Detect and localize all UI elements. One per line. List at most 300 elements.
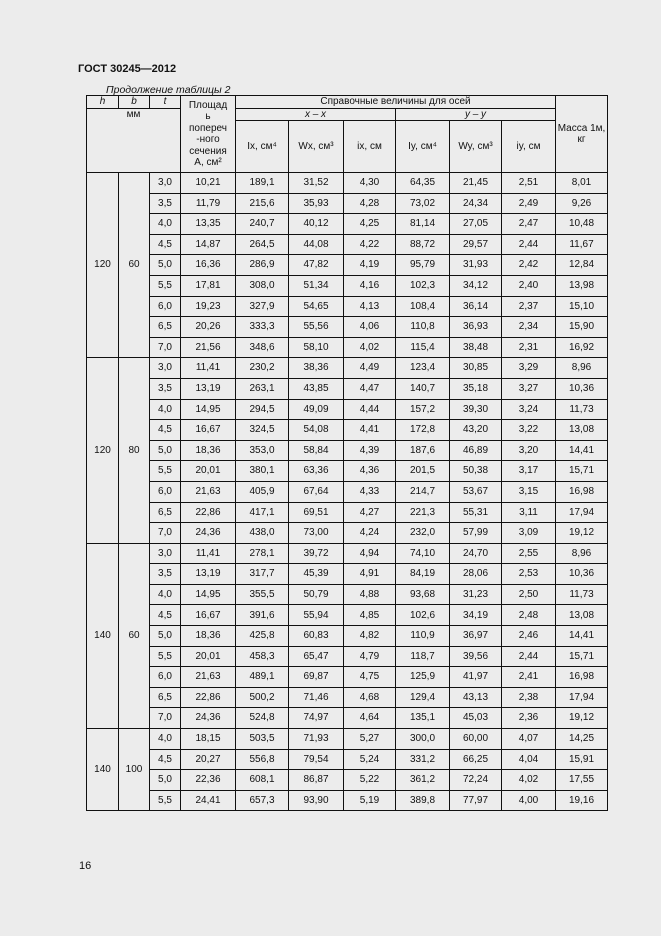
table-cell: 24,36 <box>181 523 236 544</box>
header-Wy: Wy, см³ <box>450 121 502 173</box>
table-cell: 8,01 <box>556 173 608 194</box>
table-cell: 14,41 <box>556 440 608 461</box>
header-mm: мм <box>87 108 181 173</box>
header-h: h <box>87 96 119 109</box>
table-cell: 88,72 <box>396 234 450 255</box>
table-row <box>87 317 608 338</box>
table-cell: 4,16 <box>344 275 396 296</box>
table-cell: 129,4 <box>396 687 450 708</box>
table-cell: 118,7 <box>396 646 450 667</box>
table-cell: 43,20 <box>450 420 502 441</box>
table-cell: 11,67 <box>556 234 608 255</box>
table-cell: 214,7 <box>396 481 450 502</box>
table-cell: 35,93 <box>289 193 344 214</box>
table-cell: 3,20 <box>502 440 556 461</box>
table-cell: 65,47 <box>289 646 344 667</box>
table-cell: 4,22 <box>344 234 396 255</box>
table-cell: 39,72 <box>289 543 344 564</box>
cell-h: 120 <box>87 358 119 543</box>
table-cell: 2,34 <box>502 317 556 338</box>
table-cell: 380,1 <box>236 461 289 482</box>
table-cell: 24,34 <box>450 193 502 214</box>
table-cell: 221,3 <box>396 502 450 523</box>
table-cell: 6,0 <box>150 296 181 317</box>
table-cell: 4,75 <box>344 667 396 688</box>
header-t: t <box>150 96 181 109</box>
table-cell: 417,1 <box>236 502 289 523</box>
table-cell: 13,08 <box>556 605 608 626</box>
table-row <box>87 481 608 502</box>
table-cell: 355,5 <box>236 584 289 605</box>
table-cell: 4,33 <box>344 481 396 502</box>
table-cell: 215,6 <box>236 193 289 214</box>
section-properties-table <box>86 95 608 811</box>
table-cell: 50,79 <box>289 584 344 605</box>
table-cell: 21,56 <box>181 337 236 358</box>
table-cell: 230,2 <box>236 358 289 379</box>
table-cell: 135,1 <box>396 708 450 729</box>
table-cell: 3,15 <box>502 481 556 502</box>
table-cell: 2,41 <box>502 667 556 688</box>
table-cell: 2,47 <box>502 214 556 235</box>
table-cell: 2,31 <box>502 337 556 358</box>
table-cell: 13,35 <box>181 214 236 235</box>
table-cell: 29,57 <box>450 234 502 255</box>
table-row <box>87 337 608 358</box>
table-row <box>87 626 608 647</box>
table-cell: 16,98 <box>556 667 608 688</box>
cell-b: 80 <box>119 358 150 543</box>
table-cell: 19,16 <box>556 790 608 811</box>
header-area-line5: сечения <box>189 145 227 157</box>
table-cell: 11,41 <box>181 543 236 564</box>
table-cell: 31,93 <box>450 255 502 276</box>
table-cell: 71,93 <box>289 729 344 750</box>
table-cell: 16,67 <box>181 605 236 626</box>
table-cell: 308,0 <box>236 275 289 296</box>
table-cell: 4,91 <box>344 564 396 585</box>
table-row <box>87 790 608 811</box>
table-cell: 4,88 <box>344 584 396 605</box>
table-cell: 10,21 <box>181 173 236 194</box>
table-cell: 2,37 <box>502 296 556 317</box>
table-cell: 74,10 <box>396 543 450 564</box>
table-cell: 458,3 <box>236 646 289 667</box>
table-cell: 2,44 <box>502 234 556 255</box>
table-cell: 5,0 <box>150 626 181 647</box>
table-cell: 77,97 <box>450 790 502 811</box>
table-cell: 201,5 <box>396 461 450 482</box>
table-row <box>87 440 608 461</box>
table-cell: 8,96 <box>556 358 608 379</box>
table-cell: 3,29 <box>502 358 556 379</box>
table-cell: 3,09 <box>502 523 556 544</box>
table-cell: 53,67 <box>450 481 502 502</box>
table-cell: 5,27 <box>344 729 396 750</box>
table-cell: 333,3 <box>236 317 289 338</box>
cell-h: 140 <box>87 729 119 811</box>
table-row <box>87 255 608 276</box>
table-cell: 2,38 <box>502 687 556 708</box>
table-cell: 4,82 <box>344 626 396 647</box>
table-cell: 157,2 <box>396 399 450 420</box>
table-cell: 361,2 <box>396 770 450 791</box>
table-row <box>87 523 608 544</box>
table-cell: 21,63 <box>181 667 236 688</box>
table-row <box>87 275 608 296</box>
table-cell: 331,2 <box>396 749 450 770</box>
table-cell: 16,36 <box>181 255 236 276</box>
header-axis-y: y – y <box>396 108 556 121</box>
table-cell: 2,50 <box>502 584 556 605</box>
table-cell: 57,99 <box>450 523 502 544</box>
cell-h: 120 <box>87 173 119 358</box>
table-cell: 4,24 <box>344 523 396 544</box>
table-row <box>87 173 608 194</box>
table-cell: 391,6 <box>236 605 289 626</box>
header-Wx: Wx, см³ <box>289 121 344 173</box>
table-cell: 11,79 <box>181 193 236 214</box>
table-cell: 43,13 <box>450 687 502 708</box>
table-cell: 4,64 <box>344 708 396 729</box>
table-cell: 38,36 <box>289 358 344 379</box>
table-cell: 5,22 <box>344 770 396 791</box>
table-row <box>87 605 608 626</box>
header-area-line4: -ного <box>196 134 220 145</box>
table-cell: 5,0 <box>150 770 181 791</box>
table-cell: 45,39 <box>289 564 344 585</box>
table-cell: 264,5 <box>236 234 289 255</box>
table-cell: 3,0 <box>150 173 181 194</box>
table-cell: 3,11 <box>502 502 556 523</box>
table-cell: 2,51 <box>502 173 556 194</box>
table-cell: 2,40 <box>502 275 556 296</box>
table-cell: 45,03 <box>450 708 502 729</box>
table-cell: 18,36 <box>181 626 236 647</box>
table-cell: 14,95 <box>181 584 236 605</box>
header-iy: iy, см <box>502 121 556 173</box>
table-cell: 108,4 <box>396 296 450 317</box>
table-cell: 55,94 <box>289 605 344 626</box>
table-cell: 16,67 <box>181 420 236 441</box>
table-cell: 15,71 <box>556 646 608 667</box>
table-cell: 15,90 <box>556 317 608 338</box>
table-cell: 6,5 <box>150 317 181 338</box>
table-cell: 425,8 <box>236 626 289 647</box>
table-cell: 7,0 <box>150 708 181 729</box>
header-area-line2: ь <box>205 111 211 122</box>
table-cell: 5,5 <box>150 646 181 667</box>
table-cell: 4,19 <box>344 255 396 276</box>
table-cell: 44,08 <box>289 234 344 255</box>
table-cell: 31,23 <box>450 584 502 605</box>
table-cell: 438,0 <box>236 523 289 544</box>
table-cell: 20,01 <box>181 461 236 482</box>
table-cell: 55,31 <box>450 502 502 523</box>
header-area-line6: A, см² <box>194 157 222 168</box>
table-cell: 16,98 <box>556 481 608 502</box>
table-cell: 22,36 <box>181 770 236 791</box>
table-cell: 24,41 <box>181 790 236 811</box>
table-cell: 13,19 <box>181 564 236 585</box>
table-cell: 17,55 <box>556 770 608 791</box>
table-cell: 19,12 <box>556 523 608 544</box>
table-cell: 60,83 <box>289 626 344 647</box>
header-Iy: Iy, см⁴ <box>396 121 450 173</box>
table-cell: 51,34 <box>289 275 344 296</box>
table-cell: 4,27 <box>344 502 396 523</box>
table-row <box>87 543 608 564</box>
table-cell: 67,64 <box>289 481 344 502</box>
table-cell: 232,0 <box>396 523 450 544</box>
table-cell: 71,46 <box>289 687 344 708</box>
table-cell: 10,36 <box>556 564 608 585</box>
table-cell: 2,53 <box>502 564 556 585</box>
table-cell: 28,06 <box>450 564 502 585</box>
table-cell: 324,5 <box>236 420 289 441</box>
header-area-line1: Площад <box>188 99 228 111</box>
table-cell: 69,51 <box>289 502 344 523</box>
table-row <box>87 646 608 667</box>
page-title: ГОСТ 30245—2012 <box>78 63 177 75</box>
table-cell: 36,93 <box>450 317 502 338</box>
table-cell: 294,5 <box>236 399 289 420</box>
table-cell: 74,97 <box>289 708 344 729</box>
table-cell: 30,85 <box>450 358 502 379</box>
table-cell: 22,86 <box>181 502 236 523</box>
table-cell: 4,68 <box>344 687 396 708</box>
page-number: 16 <box>79 860 92 872</box>
table-cell: 3,17 <box>502 461 556 482</box>
table-cell: 4,5 <box>150 749 181 770</box>
header-Ix: Ix, см⁴ <box>236 121 289 173</box>
table-cell: 86,87 <box>289 770 344 791</box>
table-cell: 4,28 <box>344 193 396 214</box>
table-cell: 4,85 <box>344 605 396 626</box>
table-cell: 31,52 <box>289 173 344 194</box>
table-cell: 73,02 <box>396 193 450 214</box>
table-row <box>87 502 608 523</box>
table-cell: 140,7 <box>396 378 450 399</box>
table-cell: 3,5 <box>150 378 181 399</box>
table-cell: 4,39 <box>344 440 396 461</box>
table-cell: 15,10 <box>556 296 608 317</box>
table-cell: 4,06 <box>344 317 396 338</box>
table-cell: 14,95 <box>181 399 236 420</box>
table-cell: 20,01 <box>181 646 236 667</box>
table-cell: 21,63 <box>181 481 236 502</box>
table-cell: 115,4 <box>396 337 450 358</box>
table-row <box>87 729 608 750</box>
table-cell: 17,94 <box>556 687 608 708</box>
table-cell: 19,12 <box>556 708 608 729</box>
table-cell: 93,68 <box>396 584 450 605</box>
table-cell: 4,0 <box>150 584 181 605</box>
table-row <box>87 667 608 688</box>
table-cell: 4,07 <box>502 729 556 750</box>
table-cell: 43,85 <box>289 378 344 399</box>
table-cell: 327,9 <box>236 296 289 317</box>
table-cell: 4,5 <box>150 605 181 626</box>
table-cell: 36,97 <box>450 626 502 647</box>
table-cell: 72,24 <box>450 770 502 791</box>
table-cell: 63,36 <box>289 461 344 482</box>
table-cell: 41,97 <box>450 667 502 688</box>
table-cell: 17,81 <box>181 275 236 296</box>
table-row <box>87 420 608 441</box>
table-cell: 13,19 <box>181 378 236 399</box>
table-cell: 11,41 <box>181 358 236 379</box>
table-cell: 7,0 <box>150 523 181 544</box>
table-cell: 34,12 <box>450 275 502 296</box>
table-cell: 4,04 <box>502 749 556 770</box>
table-cell: 5,5 <box>150 790 181 811</box>
table-cell: 14,87 <box>181 234 236 255</box>
table-cell: 13,98 <box>556 275 608 296</box>
table-cell: 6,0 <box>150 481 181 502</box>
table-cell: 13,08 <box>556 420 608 441</box>
header-mass: Масса 1м, кг <box>556 96 608 173</box>
table-row <box>87 234 608 255</box>
table-cell: 55,56 <box>289 317 344 338</box>
table-cell: 524,8 <box>236 708 289 729</box>
table-cell: 39,56 <box>450 646 502 667</box>
table-row <box>87 770 608 791</box>
table-cell: 3,24 <box>502 399 556 420</box>
table-cell: 40,12 <box>289 214 344 235</box>
table-cell: 4,47 <box>344 378 396 399</box>
table-cell: 7,0 <box>150 337 181 358</box>
table-cell: 47,82 <box>289 255 344 276</box>
table-cell: 93,90 <box>289 790 344 811</box>
table-cell: 4,5 <box>150 420 181 441</box>
table-cell: 4,02 <box>502 770 556 791</box>
table-cell: 20,27 <box>181 749 236 770</box>
table-row <box>87 687 608 708</box>
table-cell: 556,8 <box>236 749 289 770</box>
table-cell: 110,8 <box>396 317 450 338</box>
header-reference-values: Справочные величины для осей <box>236 96 556 109</box>
table-cell: 64,35 <box>396 173 450 194</box>
table-cell: 3,27 <box>502 378 556 399</box>
table-cell: 2,49 <box>502 193 556 214</box>
table-cell: 4,00 <box>502 790 556 811</box>
table-row <box>87 358 608 379</box>
table-row <box>87 193 608 214</box>
table-cell: 66,25 <box>450 749 502 770</box>
table-cell: 2,55 <box>502 543 556 564</box>
table-cell: 14,41 <box>556 626 608 647</box>
table-row <box>87 296 608 317</box>
table-cell: 54,08 <box>289 420 344 441</box>
table-cell: 110,9 <box>396 626 450 647</box>
table-cell: 6,5 <box>150 687 181 708</box>
table-cell: 38,48 <box>450 337 502 358</box>
table-cell: 187,6 <box>396 440 450 461</box>
table-cell: 4,13 <box>344 296 396 317</box>
table-cell: 4,44 <box>344 399 396 420</box>
table-cell: 2,36 <box>502 708 556 729</box>
table-cell: 35,18 <box>450 378 502 399</box>
table-cell: 16,92 <box>556 337 608 358</box>
table-cell: 24,70 <box>450 543 502 564</box>
table-cell: 189,1 <box>236 173 289 194</box>
table-cell: 102,3 <box>396 275 450 296</box>
table-cell: 3,22 <box>502 420 556 441</box>
table-cell: 4,49 <box>344 358 396 379</box>
table-cell: 81,14 <box>396 214 450 235</box>
table-cell: 263,1 <box>236 378 289 399</box>
table-cell: 24,36 <box>181 708 236 729</box>
table-cell: 34,19 <box>450 605 502 626</box>
table-cell: 3,5 <box>150 193 181 214</box>
table-cell: 3,5 <box>150 564 181 585</box>
table-cell: 3,0 <box>150 543 181 564</box>
table-cell: 286,9 <box>236 255 289 276</box>
table-cell: 4,30 <box>344 173 396 194</box>
table-cell: 19,23 <box>181 296 236 317</box>
table-cell: 6,5 <box>150 502 181 523</box>
table-cell: 73,00 <box>289 523 344 544</box>
table-cell: 18,15 <box>181 729 236 750</box>
table-cell: 405,9 <box>236 481 289 502</box>
table-cell: 8,96 <box>556 543 608 564</box>
header-area-line3: попереч <box>189 122 227 134</box>
table-cell: 4,94 <box>344 543 396 564</box>
cell-b: 60 <box>119 543 150 728</box>
table-cell: 36,14 <box>450 296 502 317</box>
table-cell: 2,48 <box>502 605 556 626</box>
table-cell: 49,09 <box>289 399 344 420</box>
table-cell: 353,0 <box>236 440 289 461</box>
table-row <box>87 214 608 235</box>
table-row <box>87 564 608 585</box>
table-cell: 18,36 <box>181 440 236 461</box>
table-cell: 14,25 <box>556 729 608 750</box>
cell-h: 140 <box>87 543 119 728</box>
table-cell: 11,73 <box>556 399 608 420</box>
table-row <box>87 378 608 399</box>
table-cell: 27,05 <box>450 214 502 235</box>
table-cell: 4,41 <box>344 420 396 441</box>
table-cell: 500,2 <box>236 687 289 708</box>
table-row <box>87 461 608 482</box>
table-cell: 12,84 <box>556 255 608 276</box>
header-axis-x: x – x <box>236 108 396 121</box>
table-row <box>87 708 608 729</box>
table-body <box>87 173 608 811</box>
table-cell: 503,5 <box>236 729 289 750</box>
table-cell: 58,10 <box>289 337 344 358</box>
table-cell: 5,5 <box>150 461 181 482</box>
table-cell: 172,8 <box>396 420 450 441</box>
cell-b: 60 <box>119 173 150 358</box>
table-row <box>87 399 608 420</box>
table-cell: 9,26 <box>556 193 608 214</box>
table-cell: 4,25 <box>344 214 396 235</box>
table-cell: 102,6 <box>396 605 450 626</box>
table-cell: 5,5 <box>150 275 181 296</box>
table-cell: 2,42 <box>502 255 556 276</box>
table-cell: 278,1 <box>236 543 289 564</box>
table-cell: 4,0 <box>150 729 181 750</box>
table-cell: 389,8 <box>396 790 450 811</box>
table-cell: 4,0 <box>150 399 181 420</box>
table-cell: 54,65 <box>289 296 344 317</box>
table-cell: 300,0 <box>396 729 450 750</box>
table-row <box>87 584 608 605</box>
table-cell: 15,91 <box>556 749 608 770</box>
